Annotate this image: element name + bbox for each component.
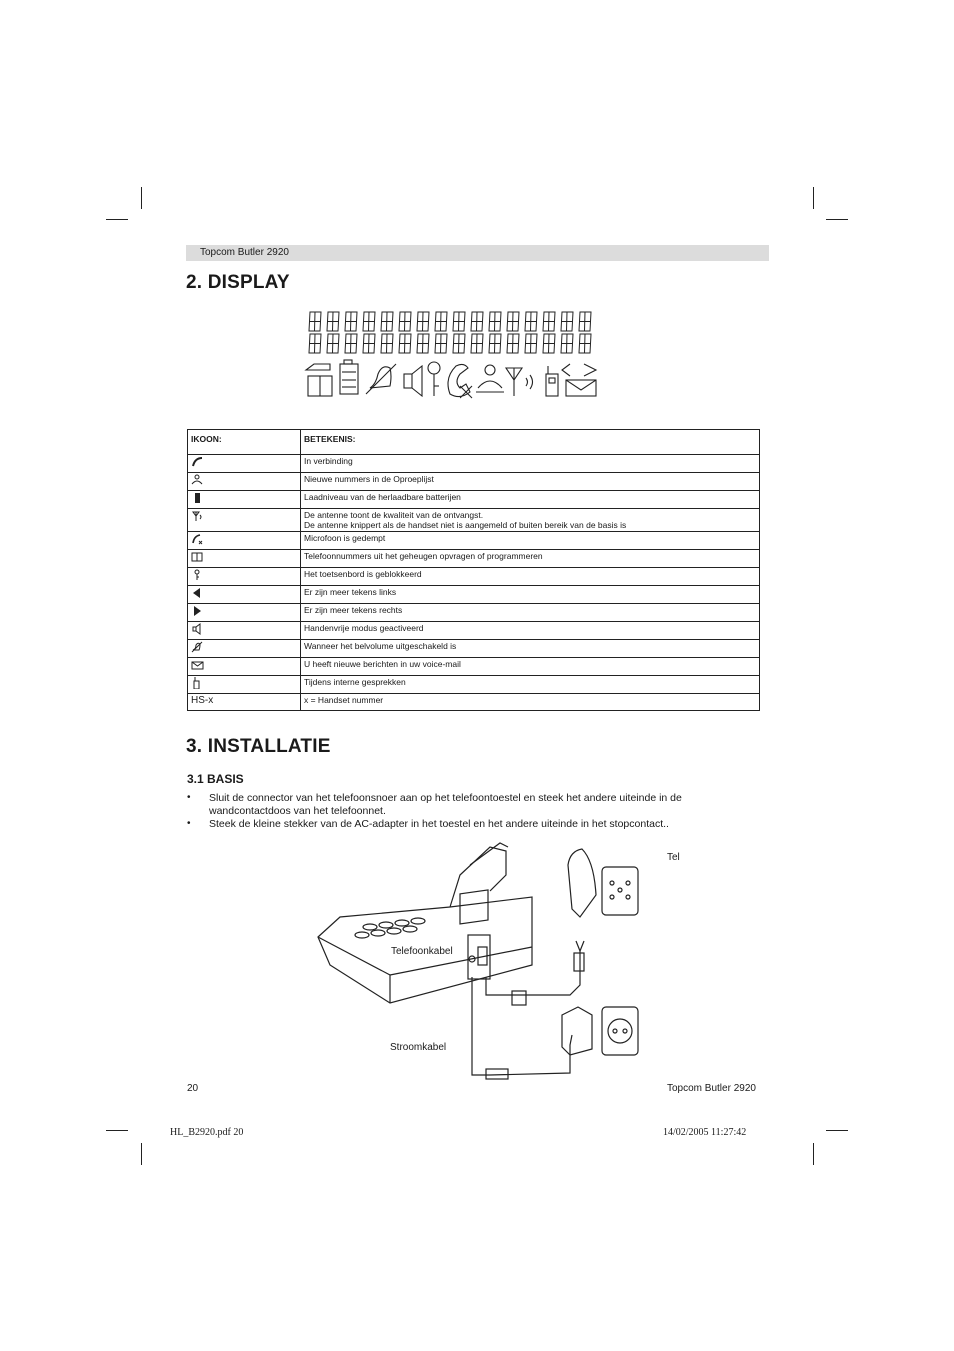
lcd-segment-char	[471, 334, 483, 353]
icon-cell	[188, 473, 301, 491]
installation-illustration	[310, 835, 650, 1085]
lcd-segment-char	[309, 312, 321, 331]
lcd-segment-char	[453, 334, 465, 353]
lcd-segment-char	[507, 312, 519, 331]
lcd-display-illustration	[300, 308, 605, 400]
table-row	[188, 622, 760, 640]
table-row	[188, 455, 760, 473]
lcd-segment-char	[579, 334, 591, 353]
lcd-segment-char	[543, 334, 555, 353]
table-row	[188, 640, 760, 658]
table-row	[188, 694, 760, 711]
bullet-line: Steek de kleine stekker van de AC-adapter in het toestel en het andere uiteinde in het stopcontact..	[209, 818, 669, 830]
meaning-cell	[301, 532, 760, 550]
base-station-drawing	[318, 843, 532, 1003]
meaning-cell	[301, 622, 760, 640]
bullet-line: Sluit de connector van het telefoonsnoer aan op het telefoontoestel en steek het andere uiteinde in de	[209, 792, 682, 804]
meaning-cell	[301, 694, 760, 711]
arrow-right-icon	[191, 605, 204, 617]
mic-muted-icon	[448, 364, 472, 398]
crop-mark	[813, 187, 814, 209]
meaning-line: Handenvrije modus geactiveerd	[304, 623, 424, 633]
bullet-mark: •	[187, 818, 191, 829]
power-cable	[472, 977, 572, 1079]
phonebook-icon	[306, 364, 332, 396]
meaning-line: U heeft nieuwe berichten in uw voice-mail	[304, 659, 461, 669]
antenna-icon	[506, 368, 533, 396]
icon-cell	[188, 550, 301, 568]
lcd-segment-char	[561, 312, 573, 331]
power-wall-socket	[562, 1007, 638, 1055]
meaning-cell	[301, 604, 760, 622]
meaning-line: De antenne toont de kwaliteit van de ontvangst.	[304, 510, 484, 520]
icon-cell	[188, 676, 301, 694]
new-calls-icon	[476, 365, 504, 392]
meaning-cell	[301, 640, 760, 658]
icon-cell	[188, 532, 301, 550]
table-row	[188, 586, 760, 604]
speaker-icon	[191, 623, 204, 635]
crop-mark	[141, 1143, 142, 1165]
meaning-cell	[301, 455, 760, 473]
icon-cell	[188, 491, 301, 509]
crop-mark	[106, 1130, 128, 1131]
lcd-segment-char	[543, 312, 555, 331]
meaning-line: x = Handset nummer	[304, 695, 384, 705]
intercom-icon	[546, 366, 558, 396]
table-row	[188, 658, 760, 676]
label-power-cable: Stroomkabel	[390, 1042, 447, 1053]
icon-cell	[188, 455, 301, 473]
table-header-row	[188, 430, 760, 455]
lcd-segment-char	[525, 334, 537, 353]
icon-text: HS-x	[191, 695, 214, 706]
envelope-icon	[562, 364, 596, 396]
lcd-segment-char	[579, 312, 591, 331]
table-row	[188, 473, 760, 491]
meaning-line: Laadniveau van de herlaadbare batterijen	[304, 492, 461, 502]
lcd-segment-char	[345, 312, 357, 331]
meaning-cell	[301, 491, 760, 509]
icon-cell	[188, 622, 301, 640]
lcd-segment-char	[561, 334, 573, 353]
bullet-text	[209, 818, 749, 831]
print-file: HL_B2920.pdf 20	[170, 1127, 244, 1138]
crop-mark	[813, 1143, 814, 1165]
label-tel: Tel	[667, 852, 680, 863]
keypad	[355, 918, 425, 938]
meaning-cell	[301, 473, 760, 491]
icon-cell	[188, 658, 301, 676]
table-row	[188, 604, 760, 622]
icon-cell	[188, 509, 301, 532]
lcd-segment-char	[525, 312, 537, 331]
lcd-segment-char	[327, 334, 339, 353]
intercom-icon	[191, 677, 204, 689]
handset-icon	[191, 456, 204, 468]
crop-mark	[826, 1130, 848, 1131]
footer-running-title: Topcom Butler 2920	[667, 1083, 756, 1094]
print-timestamp: 14/02/2005 11:27:42	[663, 1127, 747, 1138]
lcd-segment-char	[435, 334, 447, 353]
lcd-segment-char	[417, 334, 429, 353]
bell-off-icon	[366, 364, 396, 394]
meaning-line: Wanneer het belvolume uitgeschakeld is	[304, 641, 457, 651]
icon-cell	[188, 604, 301, 622]
meaning-line: Tijdens interne gesprekken	[304, 677, 406, 687]
meaning-line: Nieuwe nummers in de Oproeplijst	[304, 474, 434, 484]
meaning-line: Telefoonnummers uit het geheugen opvragen of programmeren	[304, 551, 543, 561]
arrow-left-icon	[191, 587, 204, 599]
bullet-line: wandcontactdoos van het telefoonnet.	[209, 805, 386, 817]
new-calls-icon	[191, 474, 204, 486]
section-title-installatie: 3. INSTALLATIE	[186, 736, 331, 757]
lcd-segment-char	[381, 334, 393, 353]
meaning-line: Er zijn meer tekens rechts	[304, 605, 403, 615]
key-icon	[191, 569, 204, 581]
column-header-icon: IKOON:	[188, 430, 301, 455]
table-row	[188, 532, 760, 550]
lcd-segment-char	[399, 334, 411, 353]
icon-cell	[188, 568, 301, 586]
lcd-segment-char	[471, 312, 483, 331]
table-row	[188, 676, 760, 694]
meaning-cell	[301, 509, 760, 532]
label-phone-cable: Telefoonkabel	[391, 946, 453, 957]
lcd-segment-char	[363, 312, 375, 331]
icon-cell	[188, 586, 301, 604]
crop-mark	[826, 219, 848, 220]
crop-mark	[141, 187, 142, 209]
column-header-meaning: BETEKENIS:	[301, 430, 760, 455]
meaning-cell	[301, 676, 760, 694]
lcd-segment-char	[399, 312, 411, 331]
table-row	[188, 568, 760, 586]
meaning-cell	[301, 568, 760, 586]
meaning-line: Microfoon is gedempt	[304, 533, 386, 543]
phone-wall-socket	[568, 849, 638, 917]
lcd-segment-char	[507, 334, 519, 353]
phonebook-icon	[191, 551, 204, 563]
bullet-text	[209, 792, 749, 818]
lcd-segment-char	[363, 334, 375, 353]
page-number: 20	[187, 1083, 199, 1094]
meaning-line: De antenne knippert als de handset niet is aangemeld of buiten bereik van de basis is	[304, 520, 627, 530]
bell-off-icon	[191, 641, 204, 653]
lcd-segment-char	[453, 312, 465, 331]
icon-cell	[188, 640, 301, 658]
speaker-icon	[404, 366, 422, 396]
subsection-title-basis: 3.1 BASIS	[187, 772, 244, 786]
bullet-mark: •	[187, 792, 191, 803]
key-icon	[428, 362, 440, 396]
table-row	[188, 550, 760, 568]
lcd-segment-char	[327, 312, 339, 331]
lcd-segment-char	[417, 312, 429, 331]
meaning-cell	[301, 550, 760, 568]
battery-icon	[340, 360, 358, 394]
antenna-icon	[191, 510, 204, 522]
battery-icon	[191, 492, 204, 504]
meaning-line: Er zijn meer tekens links	[304, 587, 397, 597]
section-title-display: 2. DISPLAY	[186, 272, 290, 293]
meaning-line: Het toetsenbord is geblokkeerd	[304, 569, 422, 579]
lcd-segment-char	[345, 334, 357, 353]
icon-table	[187, 429, 760, 711]
lcd-segment-char	[435, 312, 447, 331]
running-header-title: Topcom Butler 2920	[200, 247, 289, 258]
meaning-line: In verbinding	[304, 456, 353, 466]
meaning-cell	[301, 658, 760, 676]
envelope-icon	[191, 659, 204, 671]
icon-cell	[188, 694, 301, 711]
lcd-segment-char	[381, 312, 393, 331]
lcd-segment-char	[489, 334, 501, 353]
crop-mark	[106, 219, 128, 220]
meaning-cell	[301, 586, 760, 604]
table-row	[188, 491, 760, 509]
lcd-segment-char	[309, 334, 321, 353]
mic-muted-icon	[191, 533, 204, 545]
lcd-segment-char	[489, 312, 501, 331]
table-row	[188, 509, 760, 532]
